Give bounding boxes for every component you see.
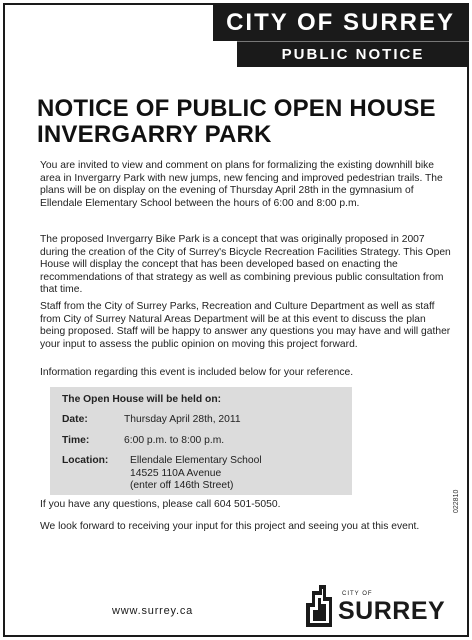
paragraph-staff: Staff from the City of Surrey Parks, Recreation and Culture Department as well as staff from City of Surrey Natural Areas Department will be at this event to discuss the plan being proposed. Staff will be happy to answer any questions you may have and will gather your input to assess the public opinion on moving this project forward.	[40, 301, 451, 350]
title-line-2: INVERGARRY PARK	[37, 121, 272, 148]
logo-surrey-text: SURREY	[338, 597, 446, 625]
paragraph-bike-park-concept: The proposed Invergarry Bike Park is a concept that was originally proposed in 2007 during the creation of the City of Surrey's Bicycle Recreation Facilities Strategy. This Open House will display the concept that has been developed based on enacting the recommendations of that strategy as well as combining previous public consultation from that time.	[40, 234, 451, 296]
notice-page	[3, 3, 469, 637]
date-value: Thursday April 28th, 2011	[124, 414, 241, 425]
time-value: 6:00 p.m. to 8:00 p.m.	[124, 435, 225, 446]
paragraph-closing: We look forward to receiving your input for this project and seeing you at this event.	[40, 521, 420, 532]
paragraph-info-reference: Information regarding this event is included below for your reference.	[40, 367, 354, 378]
info-box-heading: The Open House will be held on:	[62, 394, 222, 405]
location-line-3: (enter off 146th Street)	[130, 480, 234, 492]
location-line-2: 14525 110A Avenue	[130, 467, 222, 479]
logo-city-of-text: CITY OF	[342, 591, 373, 597]
date-label: Date:	[62, 414, 88, 425]
document-code: 022810	[453, 489, 460, 513]
website-link[interactable]: www.surrey.ca	[112, 605, 194, 617]
location-line-1: Ellendale Elementary School	[130, 455, 262, 466]
header-public-notice-banner: PUBLIC NOTICE	[237, 41, 469, 67]
surrey-logo-mark-icon	[302, 583, 338, 629]
header-city-banner: CITY OF SURREY	[213, 5, 469, 41]
paragraph-invitation: You are invited to view and comment on plans for formalizing the existing downhill bike area in Invergarry Park with new jumps, new fencing and improved pedestrian trails. The plans will be on display on the evening of Thursday April 28th in the gymnasium of Ellendale Elementary School between the hours of 6:00 and 8:00 p.m.	[40, 160, 443, 209]
city-of-surrey-logo	[302, 583, 452, 631]
paragraph-questions: If you have any questions, please call 604 501-5050.	[40, 499, 281, 510]
location-value	[130, 455, 262, 493]
location-label: Location:	[62, 455, 109, 466]
page-title	[37, 96, 457, 148]
time-label: Time:	[62, 435, 90, 446]
title-line-1: NOTICE OF PUBLIC OPEN HOUSE	[37, 95, 436, 122]
open-house-info-box	[50, 387, 352, 495]
